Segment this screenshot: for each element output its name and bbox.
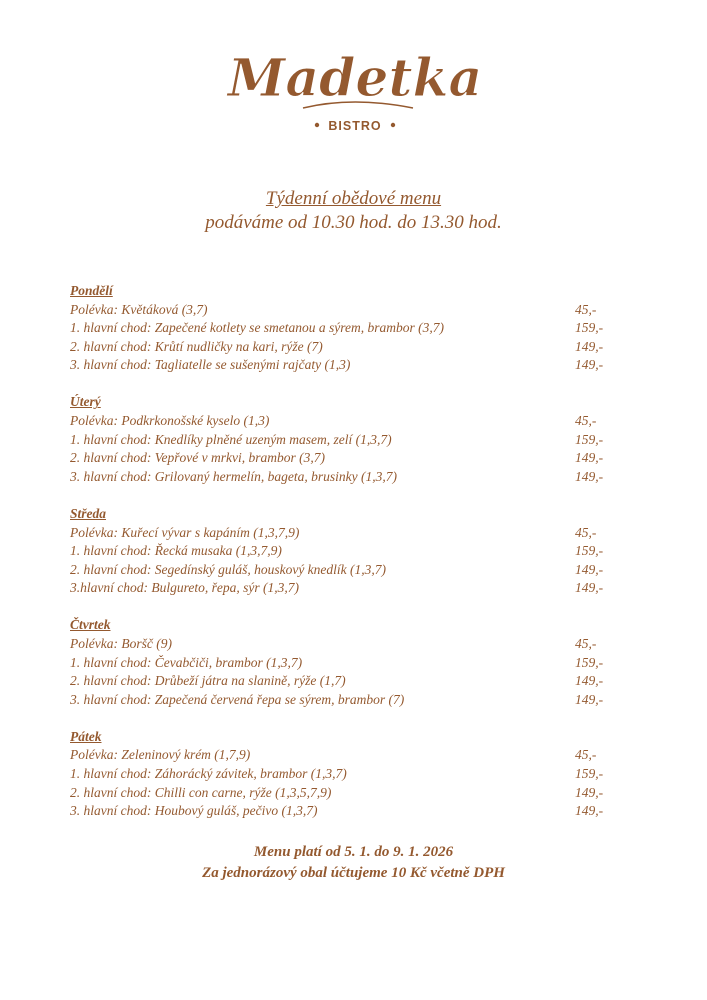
dish-name: 1. hlavní chod: Záhorácký závitek, brambor (1,3,7) [70,766,347,782]
dish-name: 2. hlavní chod: Krůtí nudličky na kari, rýže (7) [70,338,323,354]
dish-price: 159,- [575,320,604,336]
day-title: Pátek [70,728,102,744]
dish-name: Polévka: Boršč (9) [70,636,172,651]
menu-item [70,691,615,710]
dish-name: 3. hlavní chod: Zapečená červená řepa se sýrem, brambor (7) [70,691,405,707]
menu-title: Týdenní obědové menu [265,188,442,209]
menu-item [70,672,615,691]
dish-price: 149,- [575,673,604,689]
dish-name: 2. hlavní chod: Chilli con carne, rýže (1,3,5,7,9) [70,784,332,800]
dish-price: 149,- [575,691,604,707]
dish-price: 149,- [575,803,604,819]
dish-name: 2. hlavní chod: Drůbeží játra na slanině, rýže (1,7) [70,673,346,689]
dish-price: 159,- [575,543,604,559]
dish-price: 149,- [575,450,604,466]
logo-dot-right [391,123,395,127]
dish-name: Polévka: Zeleninový krém (1,7,9) [70,747,251,763]
menu-item [70,579,615,598]
day-title: Pondělí [70,283,113,298]
dish-price: 45,- [575,747,597,763]
dish-price: 159,- [575,654,604,670]
dish-price: 159,- [575,431,604,447]
menu-item [70,412,615,431]
day-title: Úterý [70,394,101,410]
menu-item [70,301,615,320]
day-section-wednesday [70,505,615,598]
dish-name: 3. hlavní chod: Houbový guláš, pečivo (1,3,7) [70,803,318,819]
bistro-logo [225,38,485,138]
dish-name: 1. hlavní chod: Knedlíky plněné uzeným masem, zelí (1,3,7) [70,431,392,447]
dish-price: 149,- [575,357,604,373]
dish-name: 2. hlavní chod: Segedínský guláš, houskový knedlík (1,3,7) [70,561,387,577]
dish-name: Polévka: Podkrkonošské kyselo (1,3) [70,413,270,429]
menu-item [70,635,615,654]
serving-hours: podáváme od 10.30 hod. do 13.30 hod. [205,212,502,233]
dish-price: 149,- [575,784,604,800]
dish-name: 3. hlavní chod: Tagliatelle se sušenými rajčaty (1,3) [70,357,351,373]
day-title: Čtvrtek [70,617,111,633]
dish-price: 45,- [575,301,597,317]
menu-item [70,765,615,784]
dish-price: 159,- [575,766,604,782]
dish-name: 1. hlavní chod: Zapečené kotlety se smetanou a sýrem, brambor (3,7) [70,320,445,336]
menu-item [70,542,615,561]
dish-name: 1. hlavní chod: Čevabčiči, brambor (1,3,7) [70,654,303,670]
menu-item [70,524,615,543]
logo-wordmark: Madetka [227,48,483,109]
day-section-monday [70,282,615,375]
menu-item [70,561,615,580]
day-section-friday [70,728,615,821]
menu-item [70,468,615,487]
packaging-fee-note: Za jednorázový obal účtujeme 10 Kč včetně DPH [202,865,505,881]
dish-price: 149,- [575,561,604,577]
menu-item [70,449,615,468]
menu-item [70,654,615,673]
dish-price: 149,- [575,338,604,354]
menu-item [70,746,615,765]
dish-name: Polévka: Kuřecí vývar s kapáním (1,3,7,9) [70,524,300,540]
menu-item [70,431,615,450]
dish-price: 45,- [575,636,597,651]
dish-price: 149,- [575,468,604,484]
logo-subtitle: BISTRO [328,119,382,133]
menu-item [70,319,615,338]
dish-name: 3. hlavní chod: Grilovaný hermelín, bageta, brusinky (1,3,7) [70,468,397,484]
logo-dot-left [315,123,319,127]
dish-name: 2. hlavní chod: Vepřové v mrkvi, brambor (3,7) [70,450,325,466]
menu-item [70,356,615,375]
menu-item [70,784,615,803]
dish-name: 3.hlavní chod: Bulgureto, řepa, sýr (1,3,7) [70,580,299,596]
dish-price: 45,- [575,524,597,540]
weekly-menu [70,282,615,839]
dish-name: Polévka: Květáková (3,7) [70,301,208,317]
day-section-tuesday [70,393,615,486]
menu-item [70,338,615,357]
menu-item [70,802,615,821]
dish-name: 1. hlavní chod: Řecká musaka (1,3,7,9) [70,543,282,559]
dish-price: 45,- [575,413,597,429]
dish-price: 149,- [575,580,604,596]
day-title: Středa [70,505,107,521]
day-section-thursday [70,616,615,709]
menu-validity: Menu platí od 5. 1. do 9. 1. 2026 [253,844,454,860]
